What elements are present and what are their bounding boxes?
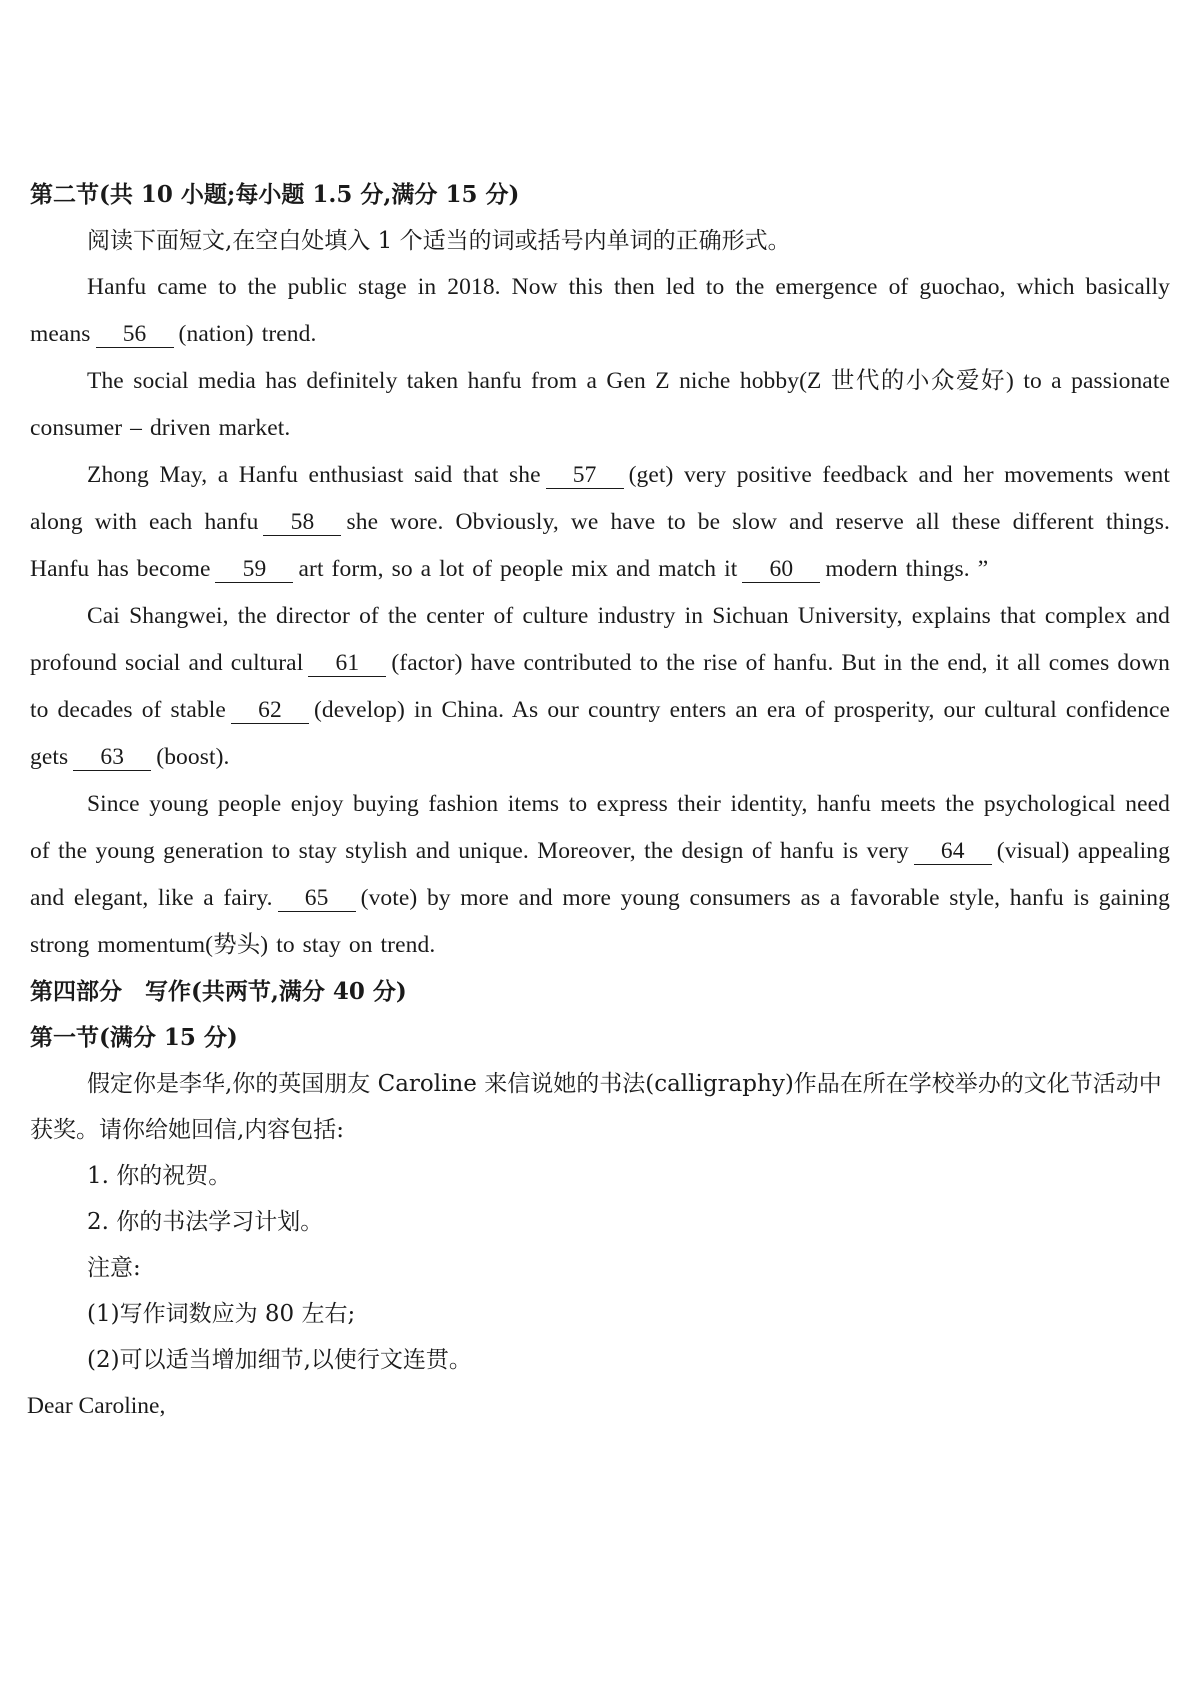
blank-59: 59: [215, 556, 293, 583]
requirement-item: 2. 你的书法学习计划。: [87, 1209, 324, 1235]
passage-paragraph-4: [30, 593, 1170, 781]
requirement-item: 1. 你的祝贺。: [87, 1163, 232, 1189]
passage-text: (nation) trend.: [178, 321, 317, 347]
note-item: (2)可以适当增加细节,以使行文连贯。: [87, 1347, 472, 1373]
section-heading: 第二节(共 10 小题;每小题 1.5 分,满分 15 分): [30, 181, 520, 208]
passage-text: art form, so a lot of people mix and match it: [298, 556, 738, 582]
letter-salutation: Dear Caroline,: [27, 1393, 166, 1419]
blank-58: 58: [263, 509, 341, 536]
passage-text: (factor) have contributed to the rise of hanfu. But in the end, it all comes down to decades of stable: [30, 650, 1170, 723]
writing-prompt: 假定你是李华,你的英国朋友 Caroline 来信说她的书法(calligraphy)作品在所在学校举办的文化节活动中获奖。请你给她回信,内容包括:: [30, 1071, 1162, 1143]
passage-paragraph-1: [30, 264, 1170, 358]
section-heading: 第一节(满分 15 分): [30, 1024, 238, 1051]
passage-text: (vote) by more and more young consumers as a favorable style, hanfu is gaining strong momentum(势头) to stay on trend.: [30, 885, 1170, 958]
passage-text: Cai Shangwei, the director of the center of culture industry in Sichuan University, explains that complex and profound social and cultural: [30, 603, 1170, 676]
passage-text: (visual) appealing and elegant, like a fairy.: [30, 838, 1170, 911]
blank-60: 60: [742, 556, 820, 583]
passage-text: (develop) in China. As our country enters an era of prosperity, our cultural confidence gets: [30, 697, 1170, 770]
passage-text: The social media has definitely taken hanfu from a Gen Z niche hobby(Z 世代的小众爱好) to a passionate consumer – driven market.: [30, 368, 1170, 441]
part-heading: 第四部分 写作(共两节,满分 40 分): [30, 978, 407, 1005]
blank-64: 64: [914, 838, 992, 865]
blank-65: 65: [278, 885, 356, 912]
blank-61: 61: [308, 650, 386, 677]
blank-56: 56: [96, 321, 174, 348]
blank-62: 62: [231, 697, 309, 724]
passage-text: modern things. ”: [825, 556, 989, 582]
passage-paragraph-2: [30, 358, 1170, 452]
section-instruction: 阅读下面短文,在空白处填入 1 个适当的词或括号内单词的正确形式。: [87, 228, 791, 254]
passage-text: (get) very positive feedback and her movements went along with each hanfu: [30, 462, 1170, 535]
passage-paragraph-3: [30, 452, 1170, 593]
note-item: (1)写作词数应为 80 左右;: [87, 1301, 356, 1327]
passage-text: Zhong May, a Hanfu enthusiast said that she: [87, 462, 541, 488]
note-label: 注意:: [87, 1255, 141, 1281]
blank-63: 63: [73, 744, 151, 771]
passage-text: Hanfu came to the public stage in 2018. Now this then led to the emergence of guochao, which basically means: [30, 274, 1170, 347]
passage-text: she wore. Obviously, we have to be slow and reserve all these different things. Hanfu has become: [30, 509, 1171, 582]
blank-57: 57: [546, 462, 624, 489]
passage-paragraph-5: [30, 781, 1170, 969]
passage-text: Since young people enjoy buying fashion items to express their identity, hanfu meets the psychological need of the young generation to stay stylish and unique. Moreover, the design of hanfu is very: [30, 791, 1170, 864]
passage-text: (boost).: [156, 744, 230, 770]
